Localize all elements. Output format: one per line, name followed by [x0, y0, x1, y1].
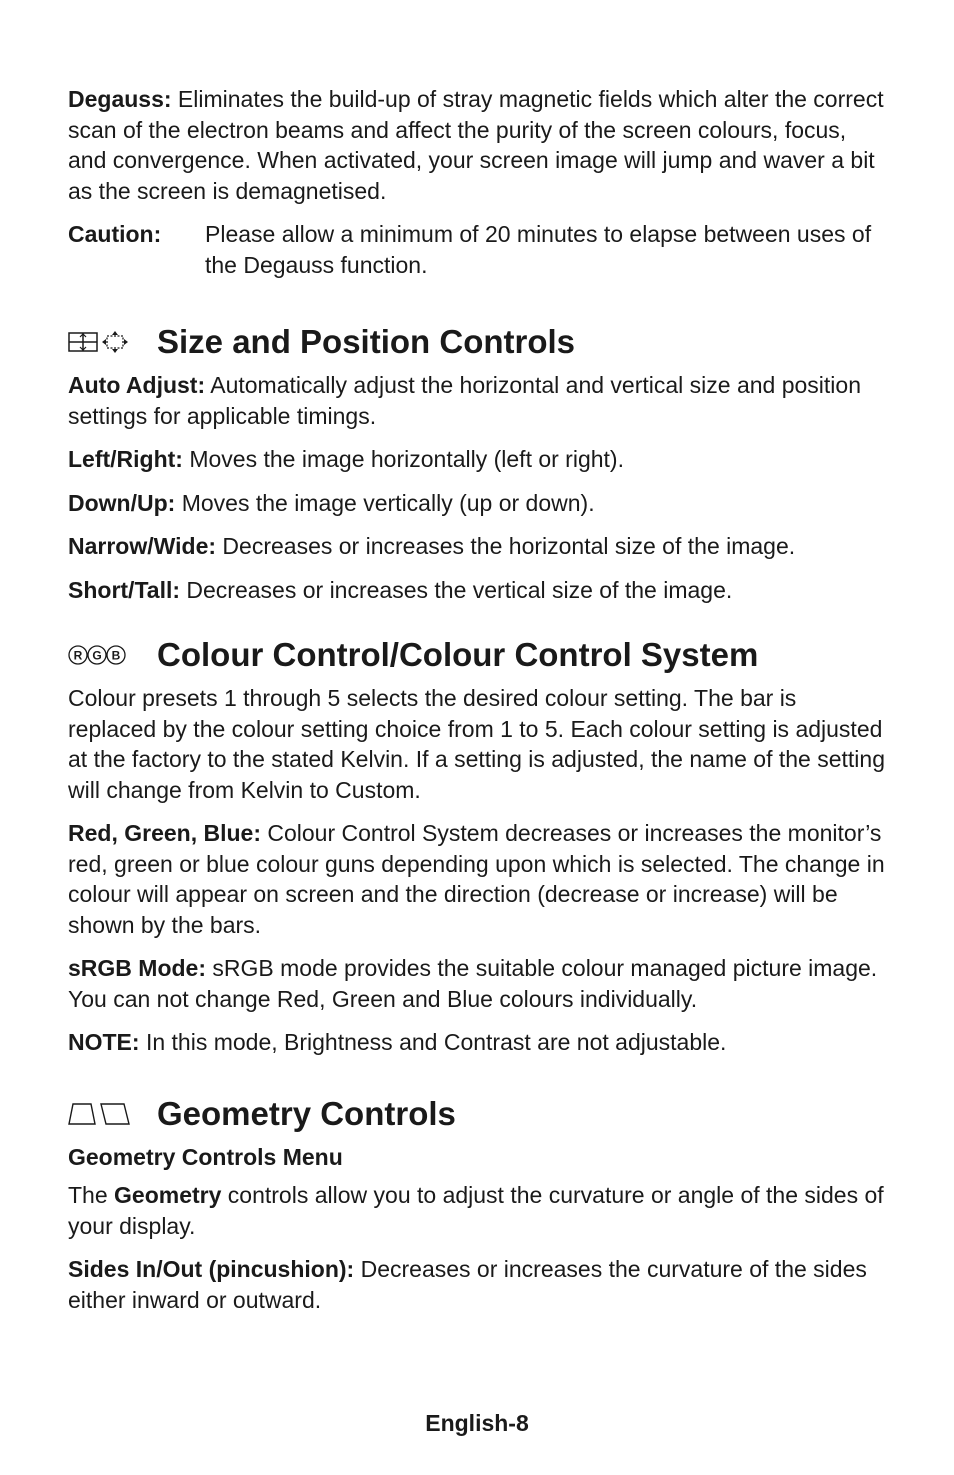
- auto-adjust-text: Automatically adjust the horizontal and vertical size and position settings for applicable timings.: [68, 372, 861, 429]
- note-label: NOTE:: [68, 1029, 140, 1055]
- down-up-text: Moves the image vertically (up or down).: [175, 489, 595, 516]
- position-cross-icon: [68, 331, 98, 353]
- geometry-intro-bold: Geometry: [114, 1182, 222, 1208]
- page-number: English-8: [425, 1410, 529, 1436]
- size-position-icons: [68, 331, 157, 353]
- rgb-label: Red, Green, Blue:: [68, 820, 261, 846]
- caution-label: Caution:: [68, 221, 162, 247]
- colour-intro: Colour presets 1 through 5 selects the desired colour setting. The bar is replaced by the colour setting choice from 1 to 5. Each colour setting is adjusted at the factory to the stated Kelvin. If a setting is adjusted, the name of the setting will change from Kelvin to Custom.: [68, 685, 885, 803]
- geometry-intro-pre: The: [68, 1182, 115, 1208]
- short-tall-paragraph: [68, 575, 890, 606]
- manual-page: [68, 84, 890, 1328]
- rgb-icon-b: B: [111, 648, 121, 663]
- geometry-intro: [68, 1180, 890, 1241]
- rgb-circles-icon: [68, 643, 126, 667]
- rgb-icon-g: G: [92, 648, 102, 663]
- srgb-label: sRGB Mode:: [68, 955, 206, 981]
- caution-text: Please allow a minimum of 20 minutes to elapse between uses of the Degauss function.: [205, 221, 872, 278]
- degauss-paragraph: [68, 84, 890, 206]
- srgb-paragraph: [68, 953, 890, 1014]
- trapezoid-icon: [68, 1102, 96, 1126]
- geometry-icons: [68, 1102, 157, 1126]
- short-tall-label: Short/Tall:: [68, 576, 181, 603]
- caution-note: [68, 219, 890, 280]
- narrow-wide-text: Decreases or increases the horizontal size of the image.: [216, 533, 796, 559]
- parallelogram-icon: [100, 1102, 130, 1126]
- size-position-heading: [68, 322, 890, 362]
- geometry-title: Geometry Controls: [157, 1094, 456, 1132]
- rgb-icon-r: R: [73, 648, 83, 663]
- sides-label: Sides In/Out (pincushion):: [68, 1256, 355, 1282]
- down-up-label: Down/Up:: [68, 489, 176, 516]
- sides-paragraph: [68, 1254, 890, 1315]
- geometry-heading: [68, 1094, 890, 1134]
- note-paragraph: [68, 1027, 890, 1058]
- rgb-text: Colour Control System decreases or increases the monitor’s red, green or blue colour guns depending upon which is selected. The change in colour will appear on screen and the direction (decrease or increase) will be shown by the bars.: [68, 820, 885, 938]
- rgb-paragraph: [68, 818, 890, 940]
- narrow-wide-label: Narrow/Wide:: [68, 533, 217, 559]
- colour-title: Colour Control/Colour Control System: [157, 636, 759, 673]
- note-text: In this mode, Brightness and Contrast are not adjustable.: [139, 1029, 727, 1055]
- narrow-wide-paragraph: [68, 531, 890, 562]
- left-right-paragraph: [68, 444, 890, 475]
- colour-heading: [68, 635, 890, 675]
- down-up-paragraph: [68, 488, 890, 519]
- short-tall-text: Decreases or increases the vertical size of the image.: [180, 576, 733, 603]
- degauss-text: Eliminates the build-up of stray magnetic fields which alter the correct scan of the electron beams and affect the purity of the screen colours, focus, and convergence. When activated, your screen image will jump and waver a bit as the screen is demagnetised.: [68, 86, 884, 204]
- rgb-icons: [68, 643, 157, 667]
- geometry-intro-post: controls allow you to adjust the curvature or angle of the sides of your display.: [68, 1182, 884, 1239]
- size-position-title: Size and Position Controls: [157, 323, 576, 360]
- auto-adjust-paragraph: [68, 370, 890, 431]
- left-right-text: Moves the image horizontally (left or right).: [182, 446, 624, 472]
- degauss-label: Degauss:: [68, 86, 172, 112]
- geometry-subheading: Geometry Controls Menu: [68, 1143, 343, 1170]
- srgb-text: sRGB mode provides the suitable colour managed picture image. You can not change Red, Green and Blue colours individually.: [68, 955, 878, 1012]
- size-arrows-icon: [100, 331, 130, 353]
- left-right-label: Left/Right:: [68, 446, 183, 472]
- sides-text: Decreases or increases the curvature of the sides either inward or outward.: [68, 1256, 867, 1313]
- auto-adjust-label: Auto Adjust:: [68, 372, 206, 398]
